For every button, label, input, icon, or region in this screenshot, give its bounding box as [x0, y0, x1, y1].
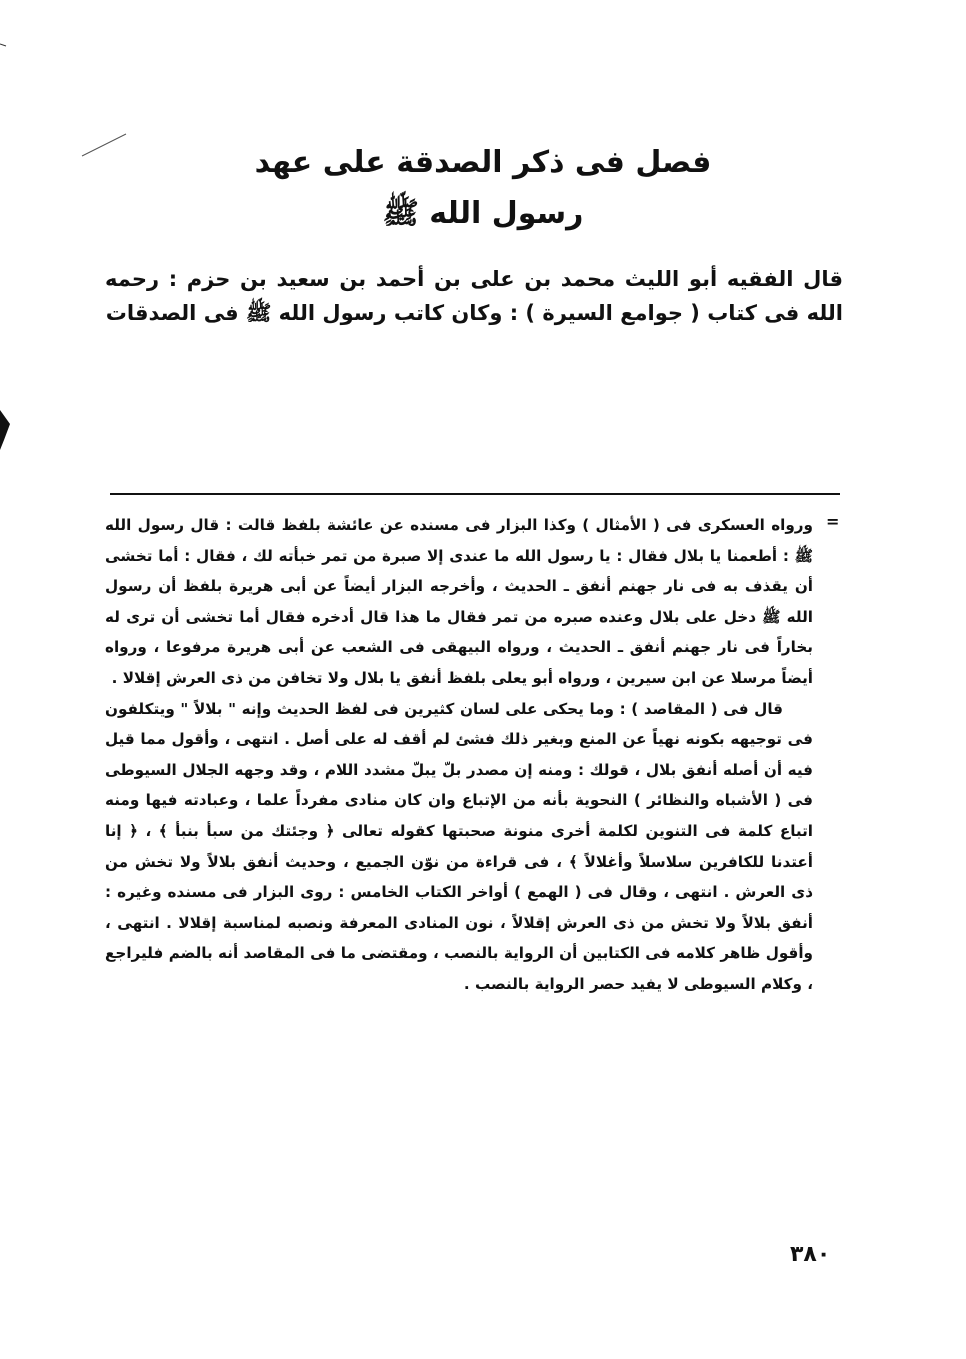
page-number: ٣٨٠ [790, 1242, 831, 1267]
footnote-text [105, 510, 813, 1000]
footnote-paragraph-1: ورواه العسكرى فى ( الأمثال ) وكذا البزار فى مسنده عن عائشة بلفظ قالت : قال رسول الله ﷺ : أطعمنا يا بلال فقال : يا رسول الله ما عندى إلا صبرة من تمر خبأته لك ، فقال : أما تخشى أن يقذف به فى نار جهنم أنفق ـ الحديث ، وأخرجه البزار أيضاً عن أبى هريرة بلفظ أن رسول الله ﷺ دخل على بلال وعنده صبره من تمر فقال ما هذا قال أدخره فقال أما تخشى أن ترى له بخاراً فى نار جهنم أنفق ـ الحديث ، ورواه البيهقى فى الشعب عن أبى هريرة مرفوعا ، ورواه أيضاً مرسلا عن ابن سيرين ، ورواه أبو يعلى بلفظ أنفق يا بلال ولا تخافن من ذى العرش إقلالا . [105, 516, 813, 687]
footnote-marker: = [826, 512, 840, 531]
chapter-title-line-2: رسول الله ﷺ [382, 196, 584, 231]
binding-edge-mark [0, 400, 14, 460]
footnote-paragraph-2: قال فى ( المقاصد ) : وما يحكى على لسان كثيرين فى لفظ الحديث وإنه " بلالاً " ويتكلفون فى توجيهه بكونه نهياً عن المنع وبغير ذلك فشئ لم أقف له على أصل . انتهى ، وأقول مما قيل فيه أن أصله أنفق بلال ، قولك : ومنه إن مصدر بلّ يبلّ مشدد اللام ، وقد وجهه الجلال السيوطى فى ( الأشباه والنظائر ) النحوية بأنه من الإتباع وان كان منادى مفرداً علما ، وعبادته فيها ومنه اتباع كلمة فى التنوين لكلمة أخرى منونة صحبتها كقوله تعالى ﴿ وجئتك من سبأ بنبأ ﴾ ، ﴿ إنا أعتدنا للكافرين سلاسلاً وأغلالاً ﴾ ، فى قراءة من نوّن الجميع ، وحديث أنفق بلالاً ولا تخش من ذى العرش . انتهى ، وقال فى ( الهمع ) أواخر الكتاب الخامس : روى البزار فى مسنده وغيره : أنفق بلالاً ولا تخش من ذى العرش إقلالاً ، نون المنادى المعرفة ونصبه لمناسبة إقلالا . انتهى ، وأقول ظاهر كلامه فى الكتابين أن الرواية بالنصب ، ومقتضى ما فى المقاصد أنه بالضم فليراجع ، وكلام السيوطى لا يفيد حصر الرواية بالنصب . [105, 699, 813, 993]
chapter-title-line-1: فصل فى ذكر الصدقة على عهد [254, 145, 712, 180]
edge-tick-mark [0, 40, 10, 50]
intro-paragraph: قال الفقيه أبو الليث محمد بن على بن أحمد بن سعيد بن حزم : رحمه الله فى كتاب ( جوامع السيرة ) : وكان كاتب رسول الله ﷺ فى الصدقات [105, 267, 843, 325]
footnote-separator [110, 493, 840, 495]
